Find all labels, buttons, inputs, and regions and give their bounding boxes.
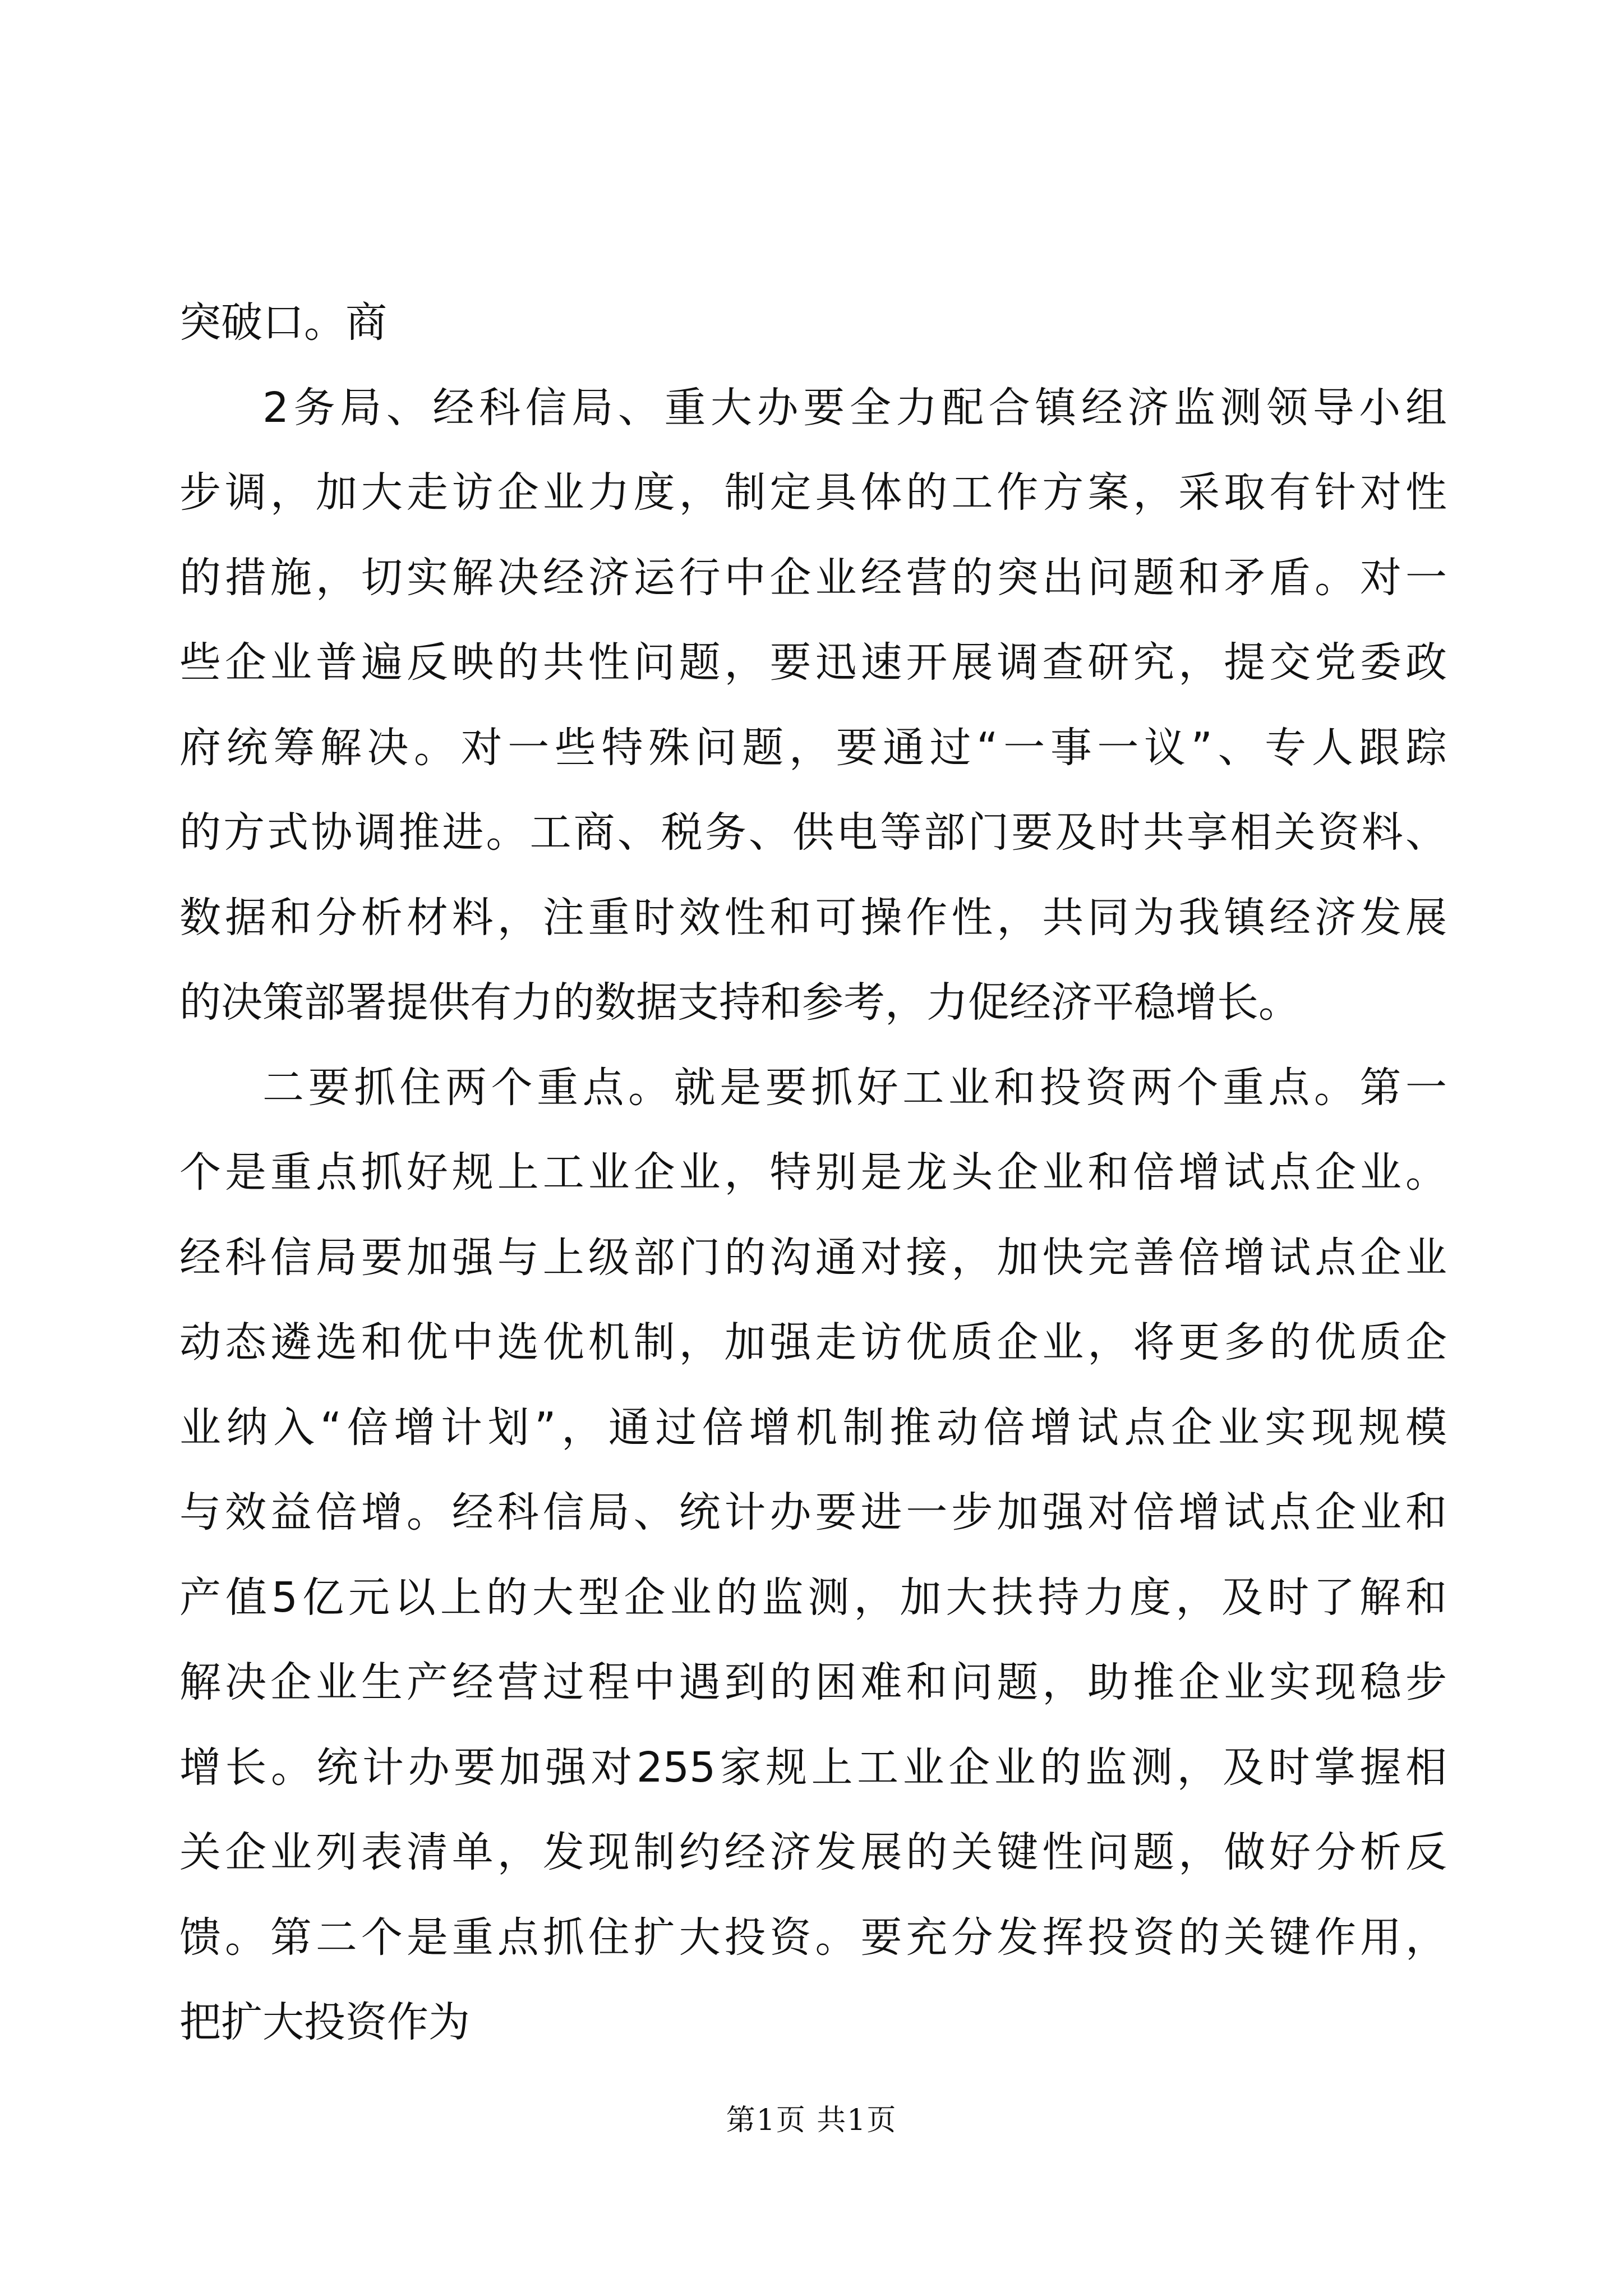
text-line: 馈。第二个是重点抓住扩大投资。要充分发挥投资的关键作用， — [179, 1913, 1447, 1962]
text-line: 步调，加大走访企业力度，制定具体的工作方案，采取有针对性 — [179, 468, 1447, 517]
text-line: 的方式协调推进。工商、税务、供电等部门要及时共享相关资料、 — [179, 808, 1447, 857]
text-line: 产值5亿元以上的大型企业的监测，加大扶持力度，及时了解和 — [179, 1573, 1447, 1622]
text-line: 的决策部署提供有力的数据支持和参考，力促经济平稳增长。 — [179, 978, 1300, 1027]
text-line: 业纳入“倍增计划”，通过倍增机制推动倍增试点企业实现规模 — [179, 1403, 1447, 1452]
text-line: 2务局、经科信局、重大办要全力配合镇经济监测领导小组 — [262, 383, 1447, 432]
text-line: 个是重点抓好规上工业企业，特别是龙头企业和倍增试点企业。 — [179, 1148, 1447, 1197]
text-line: 些企业普遍反映的共性问题，要迅速开展调查研究，提交党委政 — [179, 638, 1447, 687]
text-line: 把扩大投资作为 — [179, 1998, 470, 2046]
text-line: 增长。统计办要加强对255家规上工业企业的监测，及时掌握相 — [179, 1743, 1447, 1792]
text-line: 经科信局要加强与上级部门的沟通对接，加快完善倍增试点企业 — [179, 1233, 1447, 1282]
text-line: 解决企业生产经营过程中遇到的困难和问题，助推企业实现稳步 — [179, 1658, 1447, 1706]
text-line: 动态遴选和优中选优机制，加强走访优质企业，将更多的优质企 — [179, 1318, 1447, 1366]
page-footer: 第1页 共1页 — [726, 2104, 897, 2137]
text-line: 府统筹解决。对一些特殊问题，要通过“一事一议”、专人跟踪 — [179, 723, 1447, 772]
text-line: 突破口。商 — [179, 298, 387, 347]
text-line: 关企业列表清单，发现制约经济发展的关键性问题，做好分析反 — [179, 1828, 1447, 1876]
text-line: 二要抓住两个重点。就是要抓好工业和投资两个重点。第一 — [262, 1063, 1447, 1112]
text-line: 数据和分析材料，注重时效性和可操作性，共同为我镇经济发展 — [179, 893, 1447, 942]
text-line: 与效益倍增。经科信局、统计办要进一步加强对倍增试点企业和 — [179, 1488, 1447, 1536]
text-line: 的措施，切实解决经济运行中企业经营的突出问题和矛盾。对一 — [179, 553, 1447, 602]
document-body — [179, 280, 1447, 2065]
